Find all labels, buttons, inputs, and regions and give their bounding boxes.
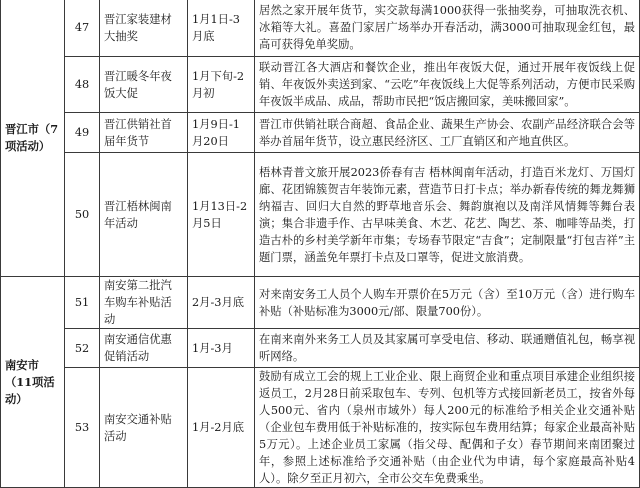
activity-time: 1月-2月底 <box>188 368 255 488</box>
city-nanan: 南安市（11项活动） <box>1 277 65 488</box>
activity-time: 1月下旬-2月初 <box>188 57 255 113</box>
activity-content: 在南来南外来务工人员及其家属可享受电信、移动、联通赠值礼包，畅享视听网络。 <box>255 329 640 368</box>
city-jinjiang: 晋江市（7项活动） <box>1 0 65 277</box>
activity-content: 联动晋江各大酒店和餐饮企业，推出年夜饭大促，通过开展年夜饭线上促销、年夜饭外卖送到家、“云吃”年夜饭线上大促等系列活动，方便市民采购年夜饭半成品、成品，帮助市民把“饭店搬回家，美味搬回家”。 <box>255 57 640 113</box>
activity-time: 1月1日-3月底 <box>188 0 255 57</box>
activity-name: 晋江家装建材大抽奖 <box>100 0 188 57</box>
activity-name: 晋江供销社首届年货节 <box>100 113 188 153</box>
row-number: 47 <box>65 0 100 57</box>
activity-name: 晋江梧林闽南年活动 <box>100 153 188 277</box>
activity-content: 鼓励有成立工会的规上工业企业、限上商贸企业和重点项目承建企业组织接返员工，2月28日前采取包车、专列、包机等方式接回新老员工，按省外每人500元、省内（泉州市域外）每人200元的标准给予相关企业交通补贴（企业包车费用低于补贴标准的，按实际包车费用结算；每家企业最高补贴5万元）。上述企业员工家属（指父母、配偶和子女）春节期间来南团聚过年，参照上述标准给予交通补贴（由企业代为申请，每个家庭最高补贴4人）。除夕至正月初六，全市公交车免费乘坐。 <box>255 368 640 488</box>
table-row <box>1 329 640 368</box>
row-number: 52 <box>65 329 100 368</box>
activity-time: 1月9日-1月20日 <box>188 113 255 153</box>
activity-content: 晋江市供销社联合商超、食品企业、蔬果生产协会、农副产品经济联合会等举办首届年货节，设立惠民经济区、工厂直销区和产地直供区。 <box>255 113 640 153</box>
activity-name: 晋江暖冬年夜饭大促 <box>100 57 188 113</box>
activity-name: 南安通信优惠促销活动 <box>100 329 188 368</box>
activity-content: 对来南安务工人员个人购车开票价在5万元（含）至10万元（含）进行购车补贴（补贴标准为3000元/部、限量700份）。 <box>255 277 640 329</box>
activity-time: 1月-3月 <box>188 329 255 368</box>
row-number: 51 <box>65 277 100 329</box>
activity-name: 南安第二批汽车购车补贴活动 <box>100 277 188 329</box>
activity-time: 2月-3月底 <box>188 277 255 329</box>
row-number: 48 <box>65 57 100 113</box>
activity-time: 1月13日-2月5日 <box>188 153 255 277</box>
table-row <box>1 113 640 153</box>
row-number: 49 <box>65 113 100 153</box>
activity-name: 南安交通补贴活动 <box>100 368 188 488</box>
table-row <box>1 277 640 329</box>
table-row <box>1 57 640 113</box>
table-row <box>1 368 640 488</box>
table-row <box>1 0 640 57</box>
row-number: 50 <box>65 153 100 277</box>
table-row <box>1 153 640 277</box>
activity-content: 居然之家开展年货节，实交款每满1000获得一张抽奖券，可抽取洗衣机、冰箱等大礼。喜盈门家居广场举办开春活动，满3000可抽取现金红包，最高可获得免单奖励。 <box>255 0 640 57</box>
row-number: 53 <box>65 368 100 488</box>
activity-content: 梧林青普文旅开展2023侨春有吉 梧林闽南年活动，打造百米龙灯、万国灯廊、花团锦簇贺吉年装饰元素，营造节日打卡点；举办新春传统的舞龙舞狮纳福吉、回归大自然的野草地音乐会、舞韵旗袍以及南洋风情舞等舞台表演；集合非遗手作、古早味美食、木艺、花艺、陶艺、茶、咖啡等品类，打造古朴的乡村美学新年市集；专场春节限定“吉食”；定制限量“打包吉祥”主题门票，涵盖免年票打卡点及口罩等，促进文旅消费。 <box>255 153 640 277</box>
